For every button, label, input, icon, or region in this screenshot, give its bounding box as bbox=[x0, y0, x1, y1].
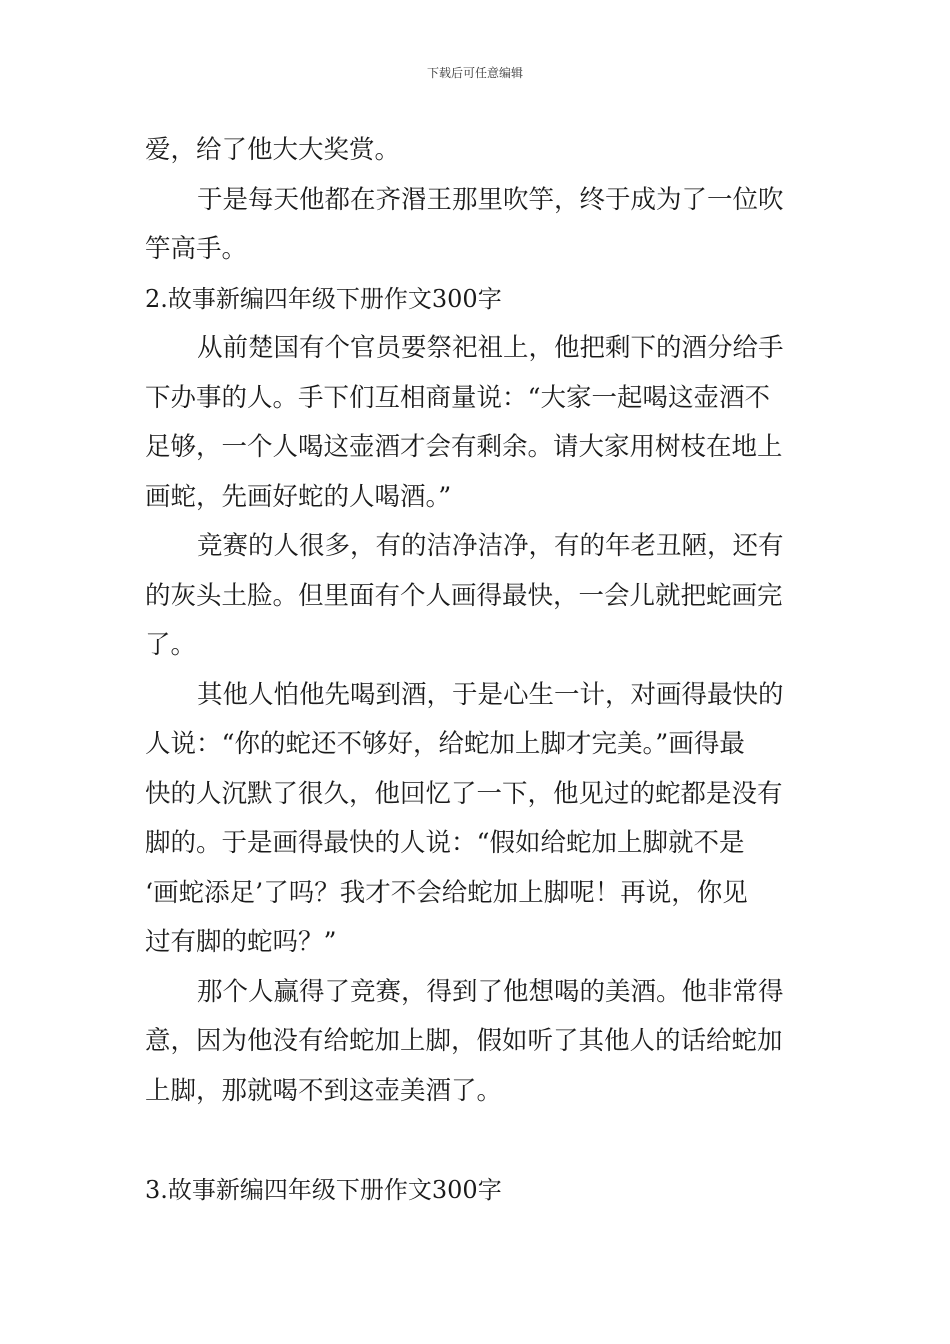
blank-line bbox=[145, 1116, 810, 1166]
text-line: 了。 bbox=[145, 630, 197, 660]
text-line: 快的人沉默了很久，他回忆了一下，他见过的蛇都是没有 bbox=[145, 778, 783, 809]
text-line: 意，因为他没有给蛇加上脚，假如听了其他人的话给蛇加 bbox=[145, 1026, 783, 1056]
text-line: 足够，一个人喝这壶酒才会有剩余。请大家用树枝在地上 bbox=[145, 432, 783, 462]
paragraph-start: 那个人赢得了竞赛，得到了他想喝的美酒。他非常得 bbox=[197, 976, 784, 1007]
text-line: 的灰头土脸。但里面有个人画得最快，一会儿就把蛇画完 bbox=[145, 580, 783, 611]
document-body bbox=[145, 126, 810, 1215]
paragraph-start: 竞赛的人很多，有的洁净洁净，有的年老丑陋，还有 bbox=[197, 531, 784, 561]
text-line: 爱，给了他大大奖赏。 bbox=[145, 135, 401, 165]
text-line: 人说：“你的蛇还不够好，给蛇加上脚才完美。”画得最 bbox=[145, 729, 745, 759]
text-line: 脚的。于是画得最快的人说：“假如给蛇加上脚就不是 bbox=[145, 828, 745, 858]
text-line: 画蛇，先画好蛇的人喝酒。” bbox=[145, 481, 452, 512]
text-line: 下办事的人。手下们互相商量说：“大家一起喝这壶酒不 bbox=[145, 382, 771, 413]
section-heading-2: 2.故事新编四年级下册作文300字 bbox=[145, 284, 502, 313]
paragraph-start: 其他人怕他先喝到酒，于是心生一计，对画得最快的 bbox=[197, 679, 784, 710]
text-line: 上脚，那就喝不到这壶美酒了。 bbox=[145, 1075, 503, 1106]
section-heading-3: 3.故事新编四年级下册作文300字 bbox=[145, 1175, 502, 1204]
header-note: 下载后可任意编辑 bbox=[426, 66, 523, 80]
text-line: ‘画蛇添足’了吗？我才不会给蛇加上脚呢！再说，你见 bbox=[145, 877, 748, 908]
paragraph-start: 于是每天他都在齐湣王那里吹竽，终于成为了一位吹 bbox=[197, 184, 784, 215]
paragraph-start: 从前楚国有个官员要祭祀祖上，他把剩下的酒分给手 bbox=[197, 333, 784, 363]
text-line: 过有脚的蛇吗？” bbox=[145, 927, 337, 957]
text-line: 竽高手。 bbox=[145, 234, 248, 264]
